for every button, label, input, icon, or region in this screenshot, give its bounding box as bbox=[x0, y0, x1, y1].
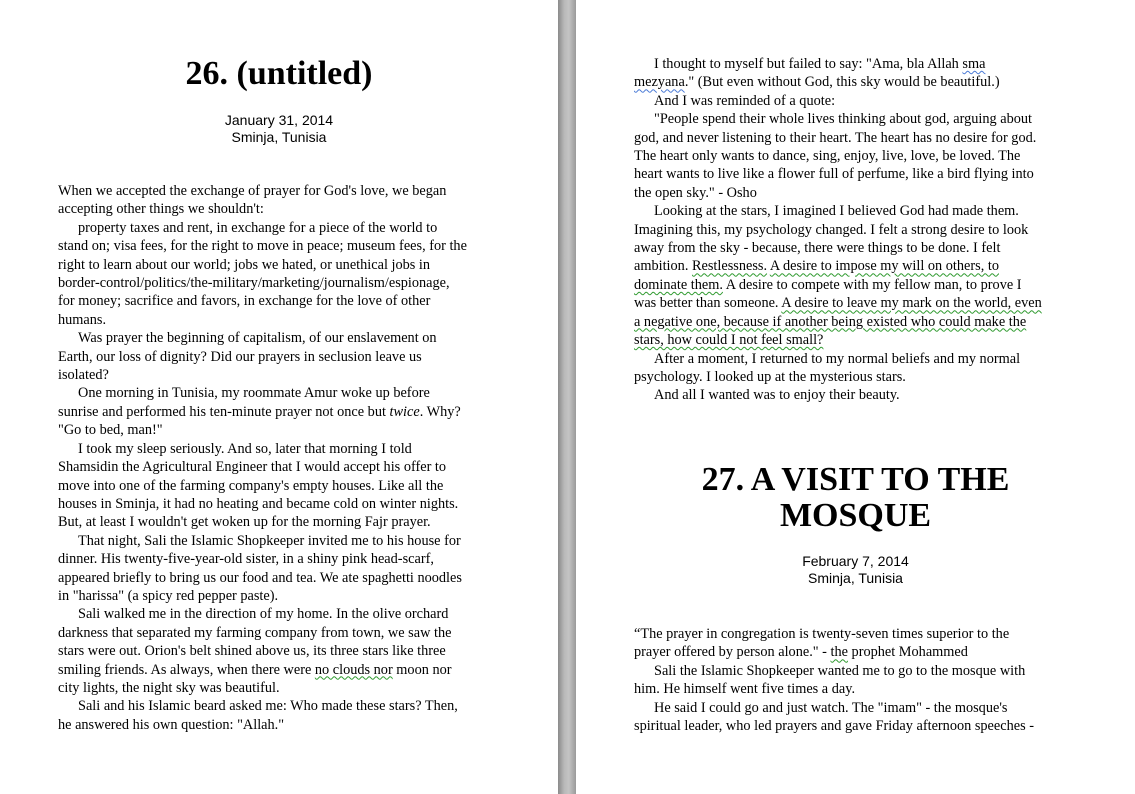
text-line: dinner. His twenty-five-year-old sister, in a shiny pink head-scarf, bbox=[58, 551, 434, 568]
text-line: And all I wanted was to enjoy their beauty. bbox=[654, 387, 900, 404]
text-line: move into one of the farming company's empty houses. Like all the bbox=[58, 477, 444, 494]
left-page bbox=[0, 0, 558, 794]
right-page bbox=[576, 0, 1135, 794]
text-line bbox=[634, 73, 1042, 91]
text-span: I thought to myself but failed to say: "Ama, bla Allah bbox=[654, 56, 963, 72]
grammar-flagged-span[interactable]: the bbox=[830, 644, 848, 661]
spelling-flagged-span[interactable]: mezyana bbox=[634, 74, 685, 91]
text-span: prayer offered by person alone." - bbox=[634, 644, 831, 661]
text-line: And I was reminded of a quote: bbox=[654, 92, 836, 109]
text-line: humans. bbox=[58, 311, 107, 328]
text-span: smiling friends. As always, when there were bbox=[58, 661, 315, 678]
text-line: Sali and his Islamic beard asked me: Who made these stars? Then, bbox=[78, 698, 458, 715]
text-span: ." (But even without God, this sky would be beautiful.) bbox=[684, 74, 1000, 91]
text-line bbox=[58, 661, 467, 679]
text-line: He said I could go and just watch. The "imam" - the mosque's bbox=[654, 699, 1008, 716]
text-line: god, and never listening to their heart. The heart has no desire for god. bbox=[634, 129, 1037, 146]
text-line: Looking at the stars, I imagined I believed God had made them. bbox=[654, 203, 1019, 220]
text-line: border-control/politics/the-military/marketing/journalism/espionage, bbox=[58, 275, 450, 292]
text-span: was better than someone. bbox=[634, 295, 782, 312]
grammar-flagged-span[interactable]: no clouds nor bbox=[314, 661, 393, 678]
text-line: The heart only wants to dance, sing, enjoy, live, love, be loved. The bbox=[634, 148, 1021, 165]
italic-span: twice bbox=[389, 403, 420, 420]
text-span: ambition. bbox=[634, 258, 692, 275]
text-line: But, at least I wouldn't get woken up for the morning Fajr prayer. bbox=[58, 514, 431, 531]
text-line: accepting other things we shouldn't: bbox=[58, 201, 264, 218]
grammar-flagged-span[interactable]: a negative one, because if another being existed who could make the bbox=[634, 313, 1027, 330]
chapter-title-26: 26. (untitled) bbox=[185, 55, 373, 92]
text-line: in "harissa" (a spicy red pepper paste). bbox=[58, 587, 279, 604]
text-line: After a moment, I returned to my normal beliefs and my normal bbox=[654, 350, 1021, 367]
grammar-flagged-span[interactable]: Restlessness. bbox=[691, 258, 768, 275]
text-line: heart wants to live like a flower full of perfume, like a bird flying into bbox=[634, 166, 1034, 183]
text-line bbox=[634, 643, 1034, 661]
text-line bbox=[58, 403, 467, 421]
text-line: stars were out. Orion's belt shined above us, its three stars like three bbox=[58, 643, 446, 660]
text-line: "People spend their whole lives thinking about god, arguing about bbox=[654, 111, 1033, 128]
text-line: I took my sleep seriously. And so, later that morning I told bbox=[78, 440, 412, 457]
text-line: "Go to bed, man!" bbox=[58, 422, 163, 439]
right-body-text-bottom bbox=[634, 625, 1034, 735]
text-line: When we accepted the exchange of prayer for God's love, we began bbox=[58, 183, 447, 199]
grammar-flagged-span[interactable]: stars, how could I not feel small? bbox=[634, 332, 824, 349]
text-line: appeared briefly to bring us our food and tea. We ate spaghetti noodles bbox=[58, 569, 462, 586]
text-line: That night, Sali the Islamic Shopkeeper invited me to his house for bbox=[78, 532, 461, 549]
text-line: “The prayer in congregation is twenty-seven times superior to the bbox=[634, 626, 1010, 642]
spelling-flagged-span[interactable]: sma bbox=[962, 56, 986, 72]
text-line: isolated? bbox=[58, 367, 109, 384]
chapter-place: Sminja, Tunisia bbox=[231, 129, 327, 145]
text-line: Imagining this, my psychology changed. I felt a strong desire to look bbox=[634, 221, 1029, 238]
text-line: city lights, the night sky was beautiful. bbox=[58, 679, 280, 696]
text-line: property taxes and rent, in exchange for a piece of the world to bbox=[78, 219, 438, 236]
text-line: for money; sacrifice and favors, in exchange for the love of other bbox=[58, 293, 431, 310]
text-span: prophet Mohammed bbox=[847, 644, 968, 661]
chapter-date: January 31, 2014 bbox=[224, 112, 334, 128]
text-line: Was prayer the beginning of capitalism, of our enslavement on bbox=[78, 330, 437, 347]
grammar-flagged-span[interactable]: A desire to leave my mark on the world, even bbox=[781, 295, 1042, 312]
text-span: . Why? bbox=[419, 403, 461, 420]
text-line: right to learn about our world; jobs we hated, or unethical jobs in bbox=[58, 256, 431, 273]
chapter-place: Sminja, Tunisia bbox=[808, 570, 903, 586]
chapter-title-27-line2: MOSQUE bbox=[779, 497, 932, 534]
text-line: houses in Sminja, it had no heating and became cold on winter nights. bbox=[58, 495, 459, 512]
text-line: Sali walked me in the direction of my home. In the olive orchard bbox=[78, 606, 449, 623]
text-line: psychology. I looked up at the mysterious stars. bbox=[634, 368, 906, 385]
chapter-date: February 7, 2014 bbox=[802, 553, 909, 569]
text-line: Earth, our loss of dignity? Did our prayers in seclusion leave us bbox=[58, 348, 422, 365]
right-body-text-top bbox=[634, 55, 1042, 405]
text-line: stand on; visa fees, for the right to move in peace; museum fees, for the bbox=[58, 238, 467, 255]
text-line: Sali the Islamic Shopkeeper wanted me to go to the mosque with bbox=[654, 662, 1026, 679]
text-span: moon nor bbox=[392, 661, 452, 678]
text-span: sunrise and performed his ten-minute prayer not once but bbox=[58, 403, 390, 420]
text-line: him. He himself went five times a day. bbox=[634, 681, 856, 698]
text-line: spiritual leader, who led prayers and gave Friday afternoon speeches - bbox=[634, 718, 1034, 735]
text-line bbox=[634, 313, 1042, 331]
text-line bbox=[634, 276, 1042, 294]
text-span: A desire to compete with my fellow man, to prove I bbox=[722, 276, 1022, 293]
text-line: away from the sky - because, there were things to be done. I felt bbox=[634, 240, 1001, 257]
text-line bbox=[634, 294, 1042, 312]
text-line: One morning in Tunisia, my roommate Amur woke up before bbox=[78, 385, 430, 402]
text-line bbox=[634, 331, 1042, 349]
grammar-flagged-span[interactable]: dominate them. bbox=[634, 276, 723, 293]
left-body-text bbox=[58, 182, 467, 734]
page-gap bbox=[558, 0, 576, 794]
text-line: darkness that separated my farming company from town, we saw the bbox=[58, 624, 452, 641]
text-line: the open sky." - Osho bbox=[634, 184, 757, 201]
text-line: Shamsidin the Agricultural Engineer that I would accept his offer to bbox=[58, 459, 447, 476]
text-line: he answered his own question: "Allah." bbox=[58, 716, 285, 733]
text-line bbox=[634, 257, 1042, 275]
text-line bbox=[634, 55, 1042, 73]
chapter-title-27-line1: 27. A VISIT TO THE bbox=[701, 461, 1010, 498]
grammar-flagged-span[interactable]: A desire to impose my will on others, to bbox=[769, 258, 999, 275]
